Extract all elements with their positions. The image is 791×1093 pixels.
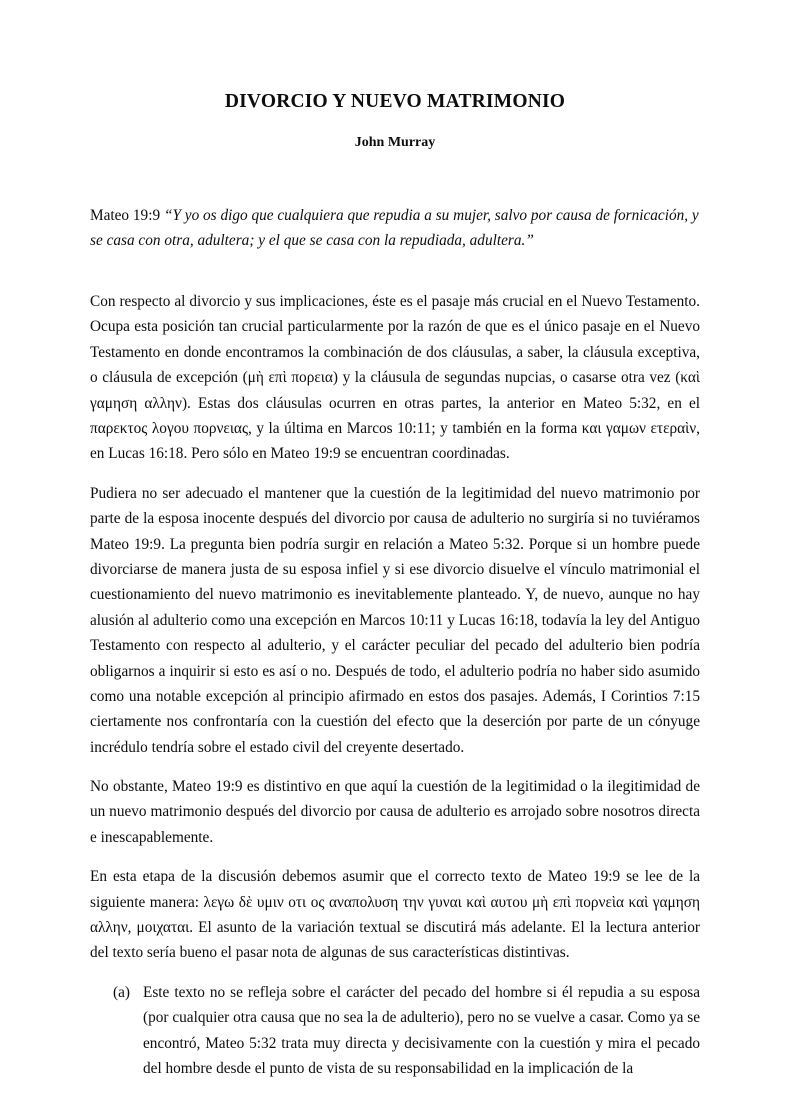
scripture-reference: Mateo 19:9 [90,206,161,224]
lettered-list [90,980,700,1082]
list-item-text: Este texto no se refleja sobre el carácter del pecado del hombre si él repudia a su esposa (por cualquier otra causa que no sea la de adulterio), pero no se vuelve a casar. Como ya se encontró, Mateo 5:32 trata muy directa y decisivamente con la cuestión y mira el pecado del hombre desde el punto de vista de su responsabilidad en la implicación de la [143,983,700,1077]
body-text [90,253,700,1081]
paragraph: Con respecto al divorcio y sus implicaciones, éste es el pasaje más crucial en el Nuevo Testamento. Ocupa esta posición tan crucial particularmente por la razón de que es el único pasaje en el Nuevo Testamento en donde encontramos la combinación de dos cláusulas, a saber, la cláusula exceptiva, o cláusula de excepción (μὴ επὶ πορεια) y la cláusula de segundas nupcias, o casarse otra vez (καὶ γαμηση αλλην). Estas dos cláusulas ocurren en otras partes, la anterior en Mateo 5:32, en el παρεκτος λογου πορνειας, y la última en Marcos 10:11; y también en la forma και γαμων ετεραὶν, en Lucas 16:18. Pero sólo en Mateo 19:9 se encuentran coordinadas. [90,293,700,463]
paragraph: No obstante, Mateo 19:9 es distintivo en que aquí la cuestión de la legitimidad o la ilegitimidad de un nuevo matrimonio después del divorcio por causa de adulterio es arrojado sobre nosotros directa e inescapablemente. [90,778,700,846]
list-item [90,980,700,1082]
page-content [90,0,700,1093]
list-item-marker: (a) [113,983,130,1001]
page-title: DIVORCIO Y NUEVO MATRIMONIO [224,91,566,112]
scripture-quote: “Y yo os digo que cualquiera que repudia a su mujer, salvo por causa de fornicación, y se casa con otra, adultera; y el que se casa con la repudiada, adultera.” [90,206,699,249]
paragraph: En esta etapa de la discusión debemos asumir que el correcto texto de Mateo 19:9 se lee de la siguiente manera: λεγω δὲ υμιν οτι ος αναπολυση την γυναι καὶ αυτου μὴ επὶ πορνεὶα καὶ γαμηση αλλην, μοιχαται. El asunto de la variación textual se discutirá más adelante. El la lectura anterior del texto sería bueno el pasar nota de algunas de sus características distintivas. [90,868,700,962]
paragraph: Pudiera no ser adecuado el mantener que la cuestión de la legitimidad del nuevo matrimonio por parte de la esposa inocente después del divorcio por causa de adulterio no surgiría si no tuviéramos Mateo 19:9. La pregunta bien podría surgir en relación a Mateo 5:32. Porque si un hombre puede divorciarse de manera justa de su esposa infiel y si ese divorcio disuelve el vínculo matrimonial el cuestionamiento del nuevo matrimonio es inevitablemente planteado. Y, de nuevo, aunque no hay alusión al adulterio como una excepción en Marcos 10:11 y Lucas 16:18, todavía la ley del Antiguo Testamento con respecto al adulterio, y el carácter peculiar del pecado del adulterio bien podría obligarnos a inquirir si esto es así o no. Después de todo, el adulterio podría no haber sido asumido como una notable excepción al principio afirmado en estos dos pasajes. Además, I Corintios 7:15 ciertamente nos confrontaría con la cuestión del efecto que la deserción por parte de un cónyuge incrédulo tendría sobre el estado civil del creyente desertado. [90,484,700,756]
scripture-epigraph [90,153,700,253]
author-byline: John Murray [354,135,436,151]
